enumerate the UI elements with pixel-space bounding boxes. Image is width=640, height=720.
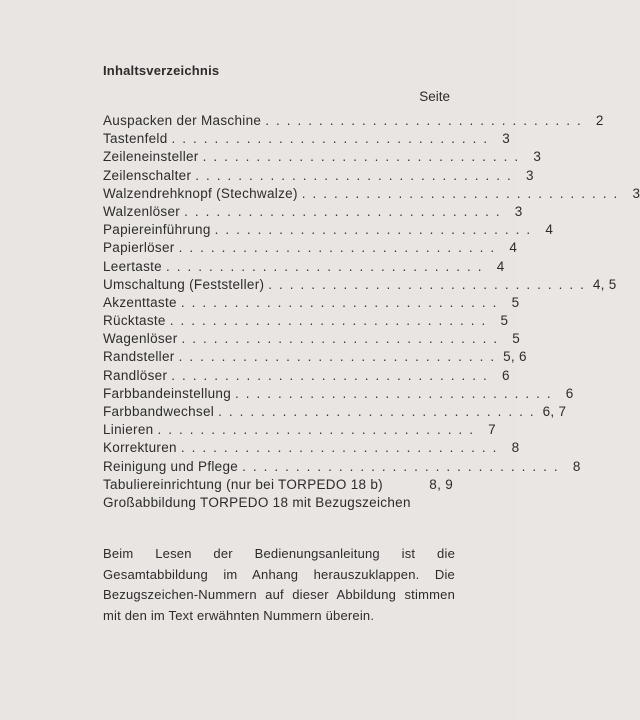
toc-entry-page: 6 (565, 385, 574, 401)
toc-entry-label: Wagenlöser (103, 331, 178, 347)
toc-entry-label: Farbbandwechsel (103, 404, 215, 419)
toc-entry-page: 4 (509, 240, 518, 256)
toc-entry (103, 421, 496, 439)
toc-entry (103, 221, 554, 239)
toc-entry-label: Leertaste (103, 258, 162, 274)
toc-leader-dots: .............................. (169, 313, 493, 329)
toc-entry (103, 403, 567, 421)
toc-leader-dots: .............................. (178, 349, 502, 365)
toc-entry (103, 439, 520, 457)
toc-leader-dots: .............................. (242, 458, 565, 474)
toc-entry-label: Linieren (103, 422, 154, 438)
toc-entry-page: 8 (572, 458, 581, 474)
toc-entry-label: Großabbildung TORPEDO 18 mit Bezugszeichen (103, 494, 411, 510)
toc-leader-dots: .............................. (166, 258, 489, 274)
table-of-contents (103, 112, 640, 512)
toc-entry-page: 5 (511, 294, 520, 310)
toc-leader-dots: .............................. (265, 113, 588, 128)
toc-entry-page: 6 (501, 367, 510, 383)
toc-entry-page: 2 (595, 113, 604, 128)
toc-entry-label: Korrekturen (103, 440, 177, 456)
toc-leader-dots: .............................. (195, 167, 518, 183)
toc-entry-page: 3 (632, 185, 640, 201)
toc-entry-page: 3 (533, 149, 542, 165)
toc-entry-page: 3 (514, 203, 523, 219)
toc-entry-page: 8, 9 (429, 476, 453, 492)
toc-leader-dots: .............................. (184, 203, 507, 219)
toc-entry-label: Walzenlöser (103, 203, 181, 219)
toc-entry-page: 4 (545, 222, 554, 238)
toc-entry-label: Randlöser (103, 367, 168, 383)
toc-entry-label: Tabuliereinrichtung (nur bei TORPEDO 18 b) (103, 476, 383, 492)
toc-entry-page: 3 (525, 167, 534, 183)
toc-entry (103, 458, 581, 476)
toc-leader-dots: .............................. (171, 131, 495, 147)
toc-entry-label: Reinigung und Pflege (103, 458, 239, 474)
toc-entry (103, 203, 523, 221)
toc-entry-page: 5 (512, 331, 521, 347)
toc-entry-label: Rücktaste (103, 313, 166, 329)
toc-entry-label: Papierlöser (103, 240, 175, 256)
toc-leader-dots: .............................. (214, 222, 538, 238)
toc-entry-label: Zeileneinsteller (103, 149, 199, 165)
toc-entry (103, 112, 604, 130)
toc-entry-page: 8 (511, 440, 520, 456)
toc-leader-dots: .............................. (180, 294, 504, 310)
toc-entry (103, 258, 505, 276)
toc-entry (103, 476, 453, 494)
toc-leader-dots: .............................. (180, 440, 504, 456)
toc-leader-dots: .............................. (178, 240, 502, 256)
toc-entry (103, 494, 453, 512)
toc-entry-label: Umschaltung (Feststeller) (103, 276, 265, 292)
page-column-label: Seite (419, 89, 450, 104)
toc-leader-dots: .............................. (235, 385, 558, 401)
toc-entry (103, 348, 527, 366)
toc-entry (103, 130, 511, 148)
toc-entry-page: 3 (502, 131, 511, 147)
toc-entry (103, 312, 509, 330)
toc-entry-page: 7 (488, 422, 496, 438)
toc-entry-label: Akzenttaste (103, 294, 177, 310)
toc-entry (103, 330, 521, 348)
toc-leader-dots: .............................. (157, 422, 480, 438)
toc-entry-page: 5, 6 (503, 349, 527, 365)
toc-entry-page: 5 (500, 313, 509, 329)
toc-entry-label: Tastenfeld (103, 131, 168, 147)
page-title: Inhaltsverzeichnis (103, 63, 220, 78)
toc-entry-label: Randsteller (103, 349, 175, 365)
toc-entry (103, 167, 534, 185)
toc-entry-page: 4, 5 (592, 276, 617, 292)
toc-entry (103, 276, 617, 294)
toc-entry-label: Papiereinführung (103, 222, 211, 238)
toc-entry (103, 239, 518, 257)
toc-entry-page: 6, 7 (542, 404, 567, 419)
toc-entry (103, 185, 640, 203)
toc-leader-dots: .............................. (268, 276, 591, 292)
toc-leader-dots: .............................. (301, 185, 625, 201)
toc-entry-label: Zeilenschalter (103, 167, 192, 183)
toc-entry-label: Auspacken der Maschine (103, 113, 262, 128)
toc-entry-label: Farbbandeinstellung (103, 385, 232, 401)
toc-entry-label: Walzendrehknopf (Stechwalze) (103, 185, 298, 201)
toc-entry (103, 148, 542, 166)
reading-note: Beim Lesen der Bedienungsanleitung ist die Gesamtabbildung im Anhang herauszuklappen. Die Bezugszeichen-Nummern auf dieser Abbildung stimmen mit den im Text erwähnten Nummern überein. (103, 546, 455, 623)
toc-entry (103, 367, 510, 385)
toc-leader-dots: .............................. (202, 149, 526, 165)
toc-leader-dots: .............................. (218, 404, 541, 419)
toc-entry-page: 4 (496, 258, 505, 274)
toc-entry (103, 385, 574, 403)
toc-entry (103, 294, 520, 312)
toc-leader-dots: .............................. (181, 331, 505, 347)
toc-leader-dots: .............................. (171, 367, 494, 383)
